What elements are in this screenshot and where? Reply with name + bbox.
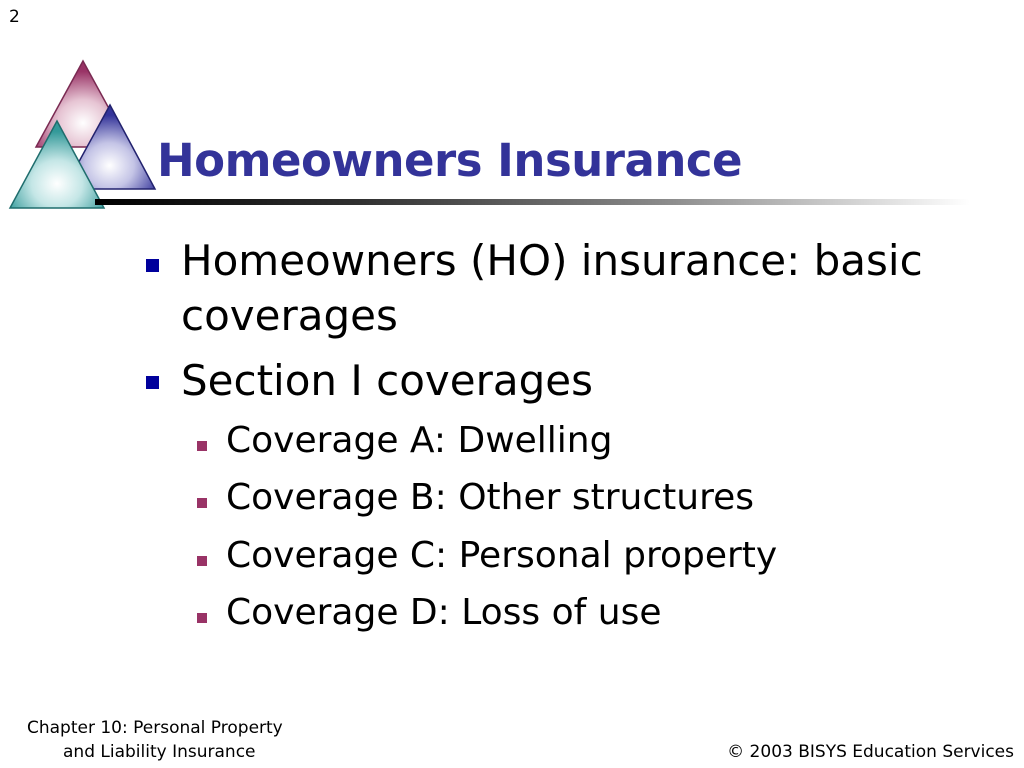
sub-bullet-item: Coverage D: Loss of use <box>226 592 662 633</box>
square-bullet-icon <box>146 259 159 272</box>
square-bullet-icon <box>146 376 159 389</box>
bullet-text-line: coverages <box>181 291 398 340</box>
footer-chapter-line2: and Liability Insurance <box>63 742 256 762</box>
sub-bullet-item: Coverage C: Personal property <box>226 535 778 576</box>
bullet-text-line: Section I coverages <box>181 356 594 405</box>
title-underline <box>95 199 970 205</box>
triangles-logo-icon <box>0 55 170 215</box>
slide-title: Homeowners Insurance <box>157 134 743 187</box>
bullet-item <box>181 353 593 408</box>
small-square-bullet-icon <box>197 613 207 623</box>
bullet-item <box>181 233 923 343</box>
sub-bullet-item: Coverage B: Other structures <box>226 477 754 518</box>
small-square-bullet-icon <box>197 498 207 508</box>
small-square-bullet-icon <box>197 556 207 566</box>
small-square-bullet-icon <box>197 441 207 451</box>
footer-copyright: © 2003 BISYS Education Services <box>727 742 1014 762</box>
footer-chapter-line1: Chapter 10: Personal Property <box>27 718 283 738</box>
slide-number: 2 <box>9 7 20 27</box>
footer-chapter <box>27 716 283 764</box>
sub-bullet-item: Coverage A: Dwelling <box>226 420 613 461</box>
bullet-text-line: Homeowners (HO) insurance: basic <box>181 236 923 285</box>
